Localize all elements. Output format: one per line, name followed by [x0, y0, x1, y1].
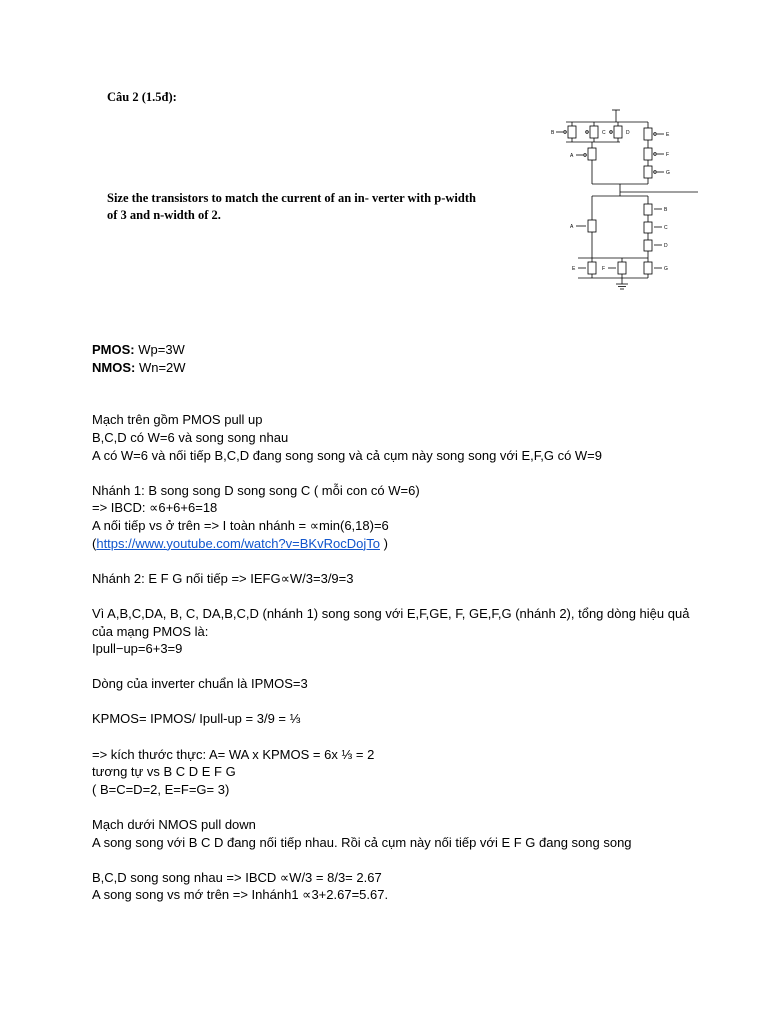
circuit-label: G	[666, 170, 670, 176]
text-line: A song song với B C D đang nối tiếp nhau. Rồi cả cụm này nối tiếp với E F G đang song song	[92, 834, 632, 850]
text-line: Nhánh 2: E F G nối tiếp => IEFG∝W/3=3/9=3	[92, 570, 354, 586]
text-line: B,C,D có W=6 và song song nhau	[92, 429, 289, 445]
circuit-label: D	[664, 243, 668, 249]
circuit-label: F	[666, 152, 670, 158]
circuit-label: C	[664, 225, 668, 231]
text-line: Vì A,B,C,DA, B, C, DA,B,C,D (nhánh 1) song song với E,F,GE, F, GE,F,G (nhánh 2), tổng dòng hiệu quả của mạng PMOS là:	[92, 605, 690, 639]
link-close: )	[379, 535, 388, 551]
text-line: KPMOS= IPMOS/ Ipull-up = 3/9 = ⅓	[92, 711, 301, 727]
text-line: B,C,D song song nhau => IBCD ∝W/3 = 8/3= 2.67	[92, 869, 382, 885]
circuit-label: B	[664, 207, 668, 213]
question-heading: Câu 2 (1.5đ):	[107, 90, 177, 104]
circuit-label: C	[602, 130, 606, 136]
answer-body	[92, 341, 692, 904]
circuit-label: G	[664, 266, 668, 272]
pmos-label: PMOS:	[92, 342, 135, 357]
text-line: Mạch trên gồm PMOS pull up	[92, 412, 263, 428]
circuit-label: D	[626, 130, 630, 136]
text-line: ( B=C=D=2, E=F=G= 3)	[92, 781, 230, 797]
text-line: A có W=6 và nối tiếp B,C,D đang song song và cả cụm này song song với E,F,G có W=9	[92, 447, 603, 463]
nmos-value: Wn=2W	[135, 359, 186, 375]
circuit-label: F	[602, 266, 606, 272]
question-text: Size the transistors to match the current of an in- verter with p-width of 3 and n-width of 2.	[107, 191, 476, 222]
text-line: tương tự vs B C D E F G	[92, 764, 236, 780]
text-line: Mạch dưới NMOS pull down	[92, 817, 256, 833]
text-line: A song song vs mớ trên => Inhánh1 ∝3+2.67=5.67.	[92, 887, 389, 903]
circuit-label: E	[666, 132, 670, 138]
nmos-line	[92, 359, 692, 377]
text-line: => kích thước thực: A= WA x KPMOS = 6x ⅓ = 2	[92, 746, 375, 762]
circuit-label: A	[570, 153, 574, 159]
text-line: Dòng của inverter chuẩn là IPMOS=3	[92, 676, 308, 692]
circuit-label: A	[570, 224, 574, 230]
youtube-link[interactable]: https://www.youtube.com/watch?v=BKvRocDojTo	[96, 535, 380, 551]
circuit-label: B	[551, 130, 555, 136]
circuit-label: E	[572, 266, 576, 272]
link-line	[92, 535, 692, 553]
link-open: (	[92, 535, 97, 551]
cmos-circuit-diagram	[548, 108, 700, 294]
text-line: => IBCD: ∝6+6+6=18	[92, 500, 218, 516]
text-line: Nhánh 1: B song song D song song C ( mỗi con có W=6)	[92, 482, 420, 498]
nmos-label: NMOS:	[92, 359, 136, 375]
pmos-line	[92, 341, 692, 359]
pmos-value: Wp=3W	[134, 342, 185, 357]
text-line: A nối tiếp vs ở trên => I toàn nhánh = ∝min(6,18)=6	[92, 517, 389, 533]
text-line: Ipull−up=6+3=9	[92, 641, 183, 657]
